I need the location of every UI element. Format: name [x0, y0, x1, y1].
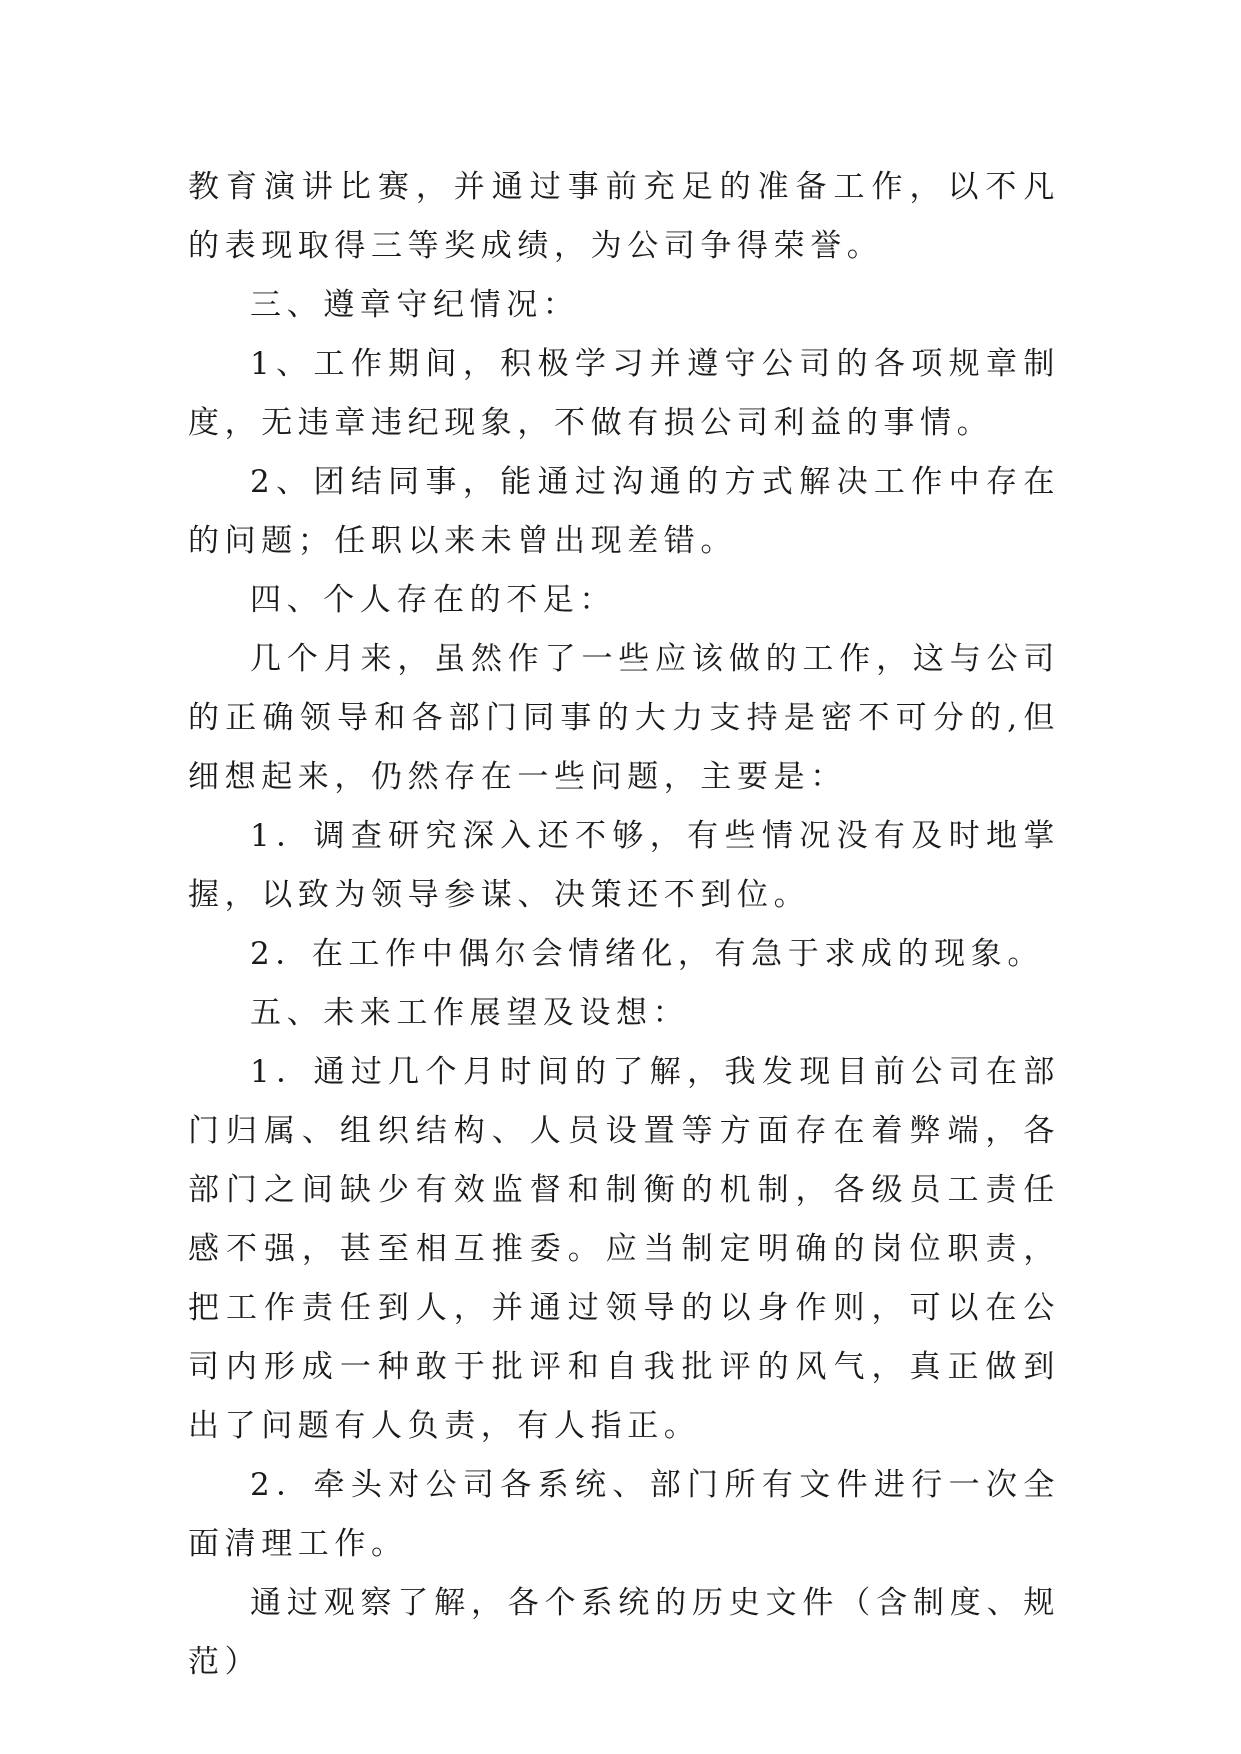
paragraph-8: 2．在工作中偶尔会情绪化，有急于求成的现象。	[250, 936, 1044, 972]
paragraph-1: 教育演讲比赛，并通过事前充足的准备工作，以不凡的表现取得三等奖成绩，为公司争得荣誉。	[188, 169, 1060, 264]
heading-section-5: 五、未来工作展望及设想：	[250, 995, 690, 1031]
paragraph-6: 几个月来，虽然作了一些应该做的工作，这与公司的正确领导和各部门同事的大力支持是密不可分的,但细想起来，仍然存在一些问题，主要是：	[188, 641, 1060, 795]
paragraph-10: 1．通过几个月时间的了解，我发现目前公司在部门归属、组织结构、人员设置等方面存在着弊端，各部门之间缺少有效监督和制衡的机制，各级员工责任感不强，甚至相互推委。应当制定明确的岗位职责，把工作责任到人，并通过领导的以身作则，可以在公司内形成一种敢于批评和自我批评的风气，真正做到出了问题有人负责，有人指正。	[188, 1054, 1060, 1444]
paragraph-3: 1、工作期间，积极学习并遵守公司的各项规章制度，无违章违纪现象，不做有损公司利益的事情。	[188, 346, 1060, 441]
paragraph-11: 2．牵头对公司各系统、部门所有文件进行一次全面清理工作。	[188, 1467, 1060, 1562]
paragraph-12: 通过观察了解，各个系统的历史文件（含制度、规范）	[188, 1585, 1060, 1680]
heading-section-4: 四、个人存在的不足：	[250, 582, 616, 618]
paragraph-7: 1．调查研究深入还不够，有些情况没有及时地掌握，以致为领导参谋、决策还不到位。	[188, 818, 1060, 913]
paragraph-4: 2、团结同事，能通过沟通的方式解决工作中存在的问题；任职以来未曾出现差错。	[188, 464, 1060, 559]
document-body	[188, 158, 1060, 1692]
heading-section-3: 三、遵章守纪情况：	[250, 287, 580, 323]
